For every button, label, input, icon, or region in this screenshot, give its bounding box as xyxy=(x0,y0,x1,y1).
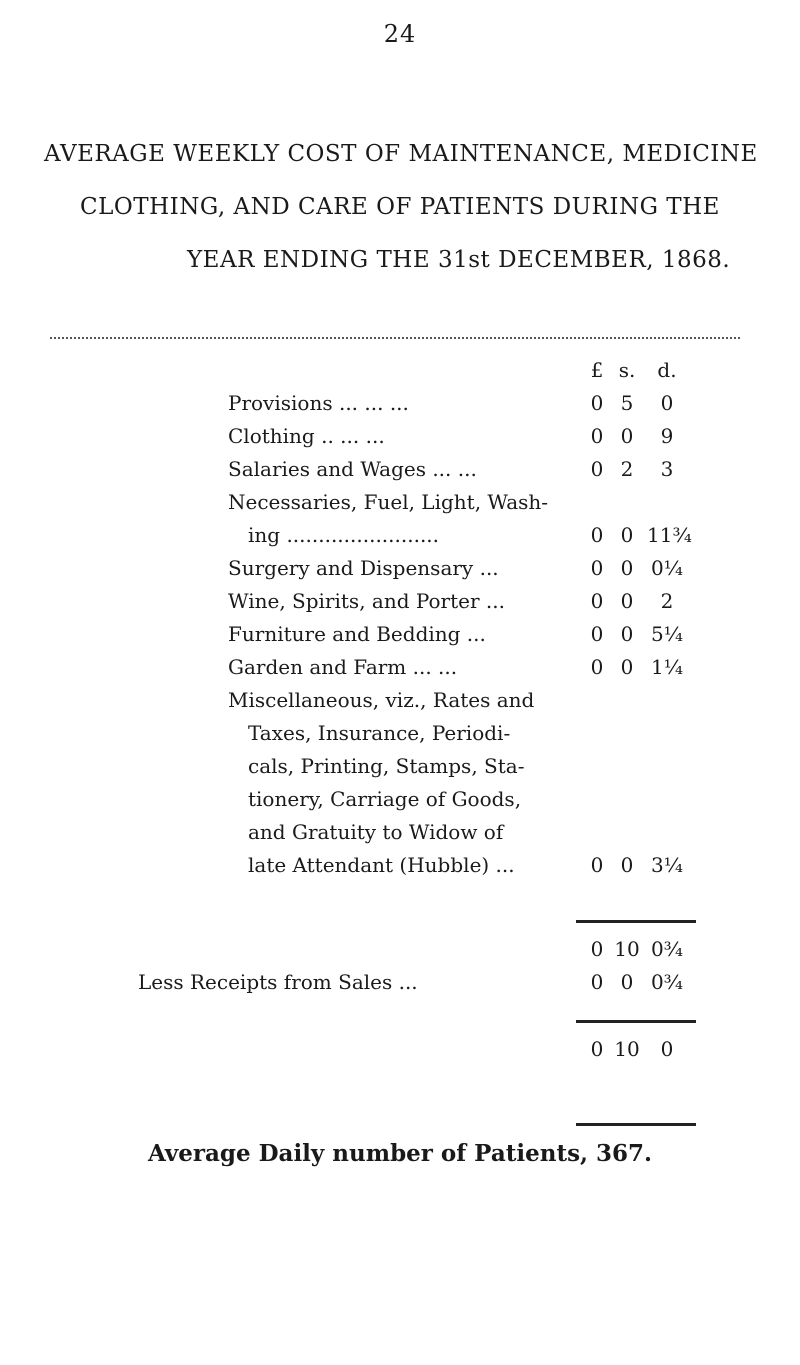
less-receipts-row xyxy=(138,970,748,1003)
pounds-value: 0 xyxy=(590,589,604,613)
row-label: Necessaries, Fuel, Light, Wash- xyxy=(228,490,549,514)
total-block xyxy=(228,1037,748,1070)
table-row xyxy=(228,523,748,556)
table-row xyxy=(228,589,748,622)
shillings-value: 0 xyxy=(620,556,634,580)
pence-value: 1¼ xyxy=(650,655,684,679)
pounds-value: 0 xyxy=(590,622,604,646)
row-label: Wine, Spirits, and Porter ... xyxy=(228,589,505,613)
subtotal-row xyxy=(228,937,748,970)
table-row xyxy=(228,424,748,457)
pounds-value: 0 xyxy=(590,391,604,415)
table-row xyxy=(228,688,748,721)
shillings-value: 2 xyxy=(620,457,634,481)
table-row xyxy=(228,556,748,589)
cost-table xyxy=(228,358,748,886)
row-label-continued: tionery, Carriage of Goods, xyxy=(248,787,522,811)
pounds-value: 0 xyxy=(590,523,604,547)
heading-line-1: AVERAGE WEEKLY COST OF MAINTENANCE, MEDICINE xyxy=(44,141,758,167)
row-label: Surgery and Dispensary ... xyxy=(228,556,499,580)
table-row xyxy=(228,457,748,490)
pounds-value: 0 xyxy=(590,937,604,961)
pence-value: 11¾ xyxy=(647,523,692,547)
row-label-continued: late Attendant (Hubble) ... xyxy=(248,853,515,877)
page-number: 24 xyxy=(383,20,417,48)
row-label: Furniture and Bedding ... xyxy=(228,622,486,646)
pounds-value: 0 xyxy=(590,424,604,448)
header-pounds: £ xyxy=(590,358,604,382)
dotted-divider xyxy=(50,337,740,339)
row-label: Miscellaneous, viz., Rates and xyxy=(228,688,535,712)
row-label: Garden and Farm ... ... xyxy=(228,655,458,679)
table-row xyxy=(228,391,748,424)
heading-line-2: CLOTHING, AND CARE OF PATIENTS DURING THE xyxy=(80,194,720,220)
table-row xyxy=(228,655,748,688)
total-row xyxy=(228,1037,748,1070)
shillings-value: 0 xyxy=(620,523,634,547)
pounds-value: 0 xyxy=(590,556,604,580)
shillings-value: 0 xyxy=(620,970,634,994)
column-headers xyxy=(228,358,748,391)
pence-value: 0¾ xyxy=(650,937,684,961)
pence-value: 0¾ xyxy=(650,970,684,994)
pence-value: 0 xyxy=(660,1037,674,1061)
row-label: Salaries and Wages ... ... xyxy=(228,457,477,481)
pounds-value: 0 xyxy=(590,970,604,994)
table-row xyxy=(228,820,748,853)
shillings-value: 0 xyxy=(620,853,634,877)
row-label-continued: cals, Printing, Stamps, Sta- xyxy=(248,754,525,778)
shillings-value: 0 xyxy=(620,589,634,613)
row-label: Provisions ... ... ... xyxy=(228,391,409,415)
table-row xyxy=(228,490,748,523)
header-shillings: s. xyxy=(618,358,636,382)
pence-value: 5¼ xyxy=(650,622,684,646)
row-label: Clothing .. ... ... xyxy=(228,424,385,448)
pence-value: 2 xyxy=(660,589,674,613)
table-row xyxy=(228,754,748,787)
heading-line-3: YEAR ENDING THE 31st DECEMBER, 1868. xyxy=(187,247,731,273)
closing-rule xyxy=(576,1123,696,1126)
pounds-value: 0 xyxy=(590,1037,604,1061)
pence-value: 0 xyxy=(660,391,674,415)
row-label: Less Receipts from Sales ... xyxy=(138,970,418,994)
subtotal-rule xyxy=(576,920,696,923)
row-label-continued: ing ........................ xyxy=(248,523,440,547)
subtotal-block xyxy=(138,937,748,1003)
row-label-continued: Taxes, Insurance, Periodi- xyxy=(248,721,511,745)
pence-value: 9 xyxy=(660,424,674,448)
shillings-value: 0 xyxy=(620,622,634,646)
pounds-value: 0 xyxy=(590,655,604,679)
shillings-value: 10 xyxy=(614,937,640,961)
shillings-value: 10 xyxy=(614,1037,640,1061)
header-pence: d. xyxy=(657,358,677,382)
table-row xyxy=(228,622,748,655)
page-heading xyxy=(20,128,800,287)
shillings-value: 0 xyxy=(620,424,634,448)
shillings-value: 0 xyxy=(620,655,634,679)
average-patients-note: Average Daily number of Patients, 367. xyxy=(147,1140,653,1167)
pounds-value: 0 xyxy=(590,457,604,481)
row-label-continued: and Gratuity to Widow of xyxy=(248,820,504,844)
pence-value: 3¼ xyxy=(650,853,684,877)
table-row xyxy=(228,853,748,886)
pence-value: 0¼ xyxy=(650,556,684,580)
pounds-value: 0 xyxy=(590,853,604,877)
shillings-value: 5 xyxy=(620,391,634,415)
table-row xyxy=(228,721,748,754)
total-rule xyxy=(576,1020,696,1023)
table-row xyxy=(228,787,748,820)
pence-value: 3 xyxy=(660,457,674,481)
